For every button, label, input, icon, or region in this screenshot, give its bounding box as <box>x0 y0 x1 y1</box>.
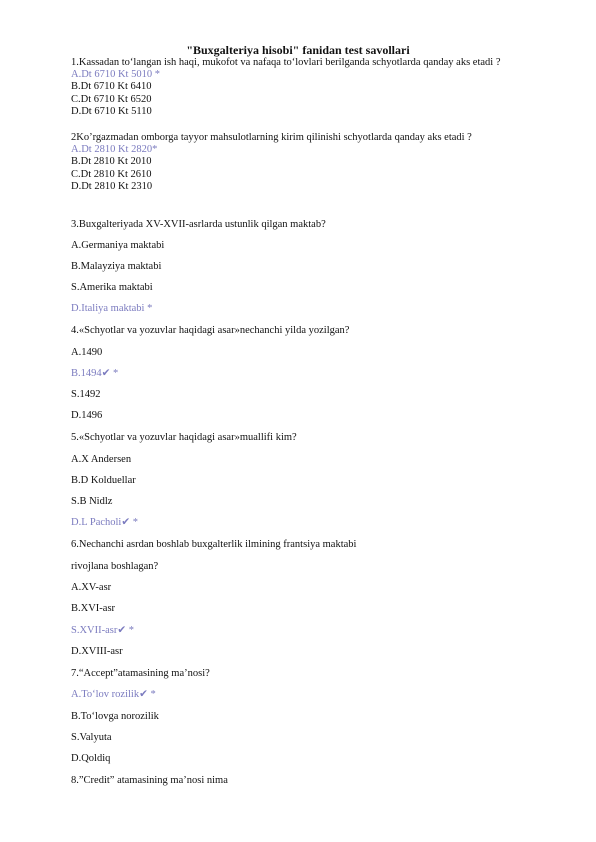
answer-option-correct: D.Italiya maktabi * <box>71 303 153 314</box>
question-2 <box>71 132 571 193</box>
answer-option: S.Amerika maktabi <box>71 282 153 293</box>
question-3-text: 3.Buxgalteriyada XV-XVII-asrlarda ustunlik qilgan maktab? <box>71 219 326 230</box>
answer-option-correct: A.Dt 6710 Kt 5010 * <box>71 69 160 81</box>
question-4-text: 4.«Schyotlar va yozuvlar haqidagi asar»nechanchi yilda yozilgan? <box>71 325 350 336</box>
answer-option: B.Malayziya maktabi <box>71 261 162 272</box>
document-title: "Buxgalteriya hisobi" fanidan test savollari <box>186 43 410 57</box>
question-6-text-line-2: rivojlana boshlagan? <box>71 561 159 572</box>
answer-option: A.Germaniya maktabi <box>71 240 165 251</box>
answer-option: C.Dt 6710 Kt 6520 <box>71 93 152 105</box>
answer-option: D.XVIII-asr <box>71 646 123 657</box>
question-text: 1.Kassadan to‘langan ish haqi, mukofot va nafaqa to‘lovlari berilganda schyotlarda qanday aks etadi ? <box>71 57 501 68</box>
answer-option: B.D Kolduellar <box>71 475 136 486</box>
question-1 <box>71 57 571 118</box>
answer-option: D.Dt 2810 Kt 2310 <box>71 180 153 192</box>
answer-option: A.XV-asr <box>71 582 112 593</box>
answer-option: C.Dt 2810 Kt 2610 <box>71 168 152 180</box>
question-text: 2Ko’rgazmadan omborga tayyor mahsulotlarning kirim qilinishi schyotlarda qanday aks etadi ? <box>71 132 472 143</box>
answer-option: A.1490 <box>71 347 103 358</box>
answer-option-correct: A.Dt 2810 Kt 2820* <box>71 144 158 156</box>
answer-option: B.To‘lovga norozilik <box>71 711 159 722</box>
answer-option: S.1492 <box>71 389 101 400</box>
answer-option: B.XVI-asr <box>71 603 116 614</box>
answer-option: D.Qoldiq <box>71 753 111 764</box>
answer-option-correct: B.1494✔ * <box>71 368 119 379</box>
answer-option: B.Dt 6710 Kt 6410 <box>71 81 152 93</box>
answer-option-correct: A.To‘lov rozilik✔ * <box>71 689 156 700</box>
question-7-text: 7.“Accept”atamasining ma’nosi? <box>71 668 210 679</box>
question-5-text: 5.«Schyotlar va yozuvlar haqidagi asar»muallifi kim? <box>71 432 297 443</box>
answer-option: D.1496 <box>71 410 103 421</box>
answer-option: S.Valyuta <box>71 732 112 743</box>
answer-option: B.Dt 2810 Kt 2010 <box>71 156 152 168</box>
answer-option: S.B Nidlz <box>71 496 113 507</box>
question-6-text-line-1: 6.Nechanchi asrdan boshlab buxgalterlik ilmining frantsiya maktabi <box>71 539 357 550</box>
answer-option-correct: S.XVII-asr✔ * <box>71 625 135 636</box>
answer-option: A.X Andersen <box>71 454 132 465</box>
answer-option: D.Dt 6710 Kt 5110 <box>71 105 152 117</box>
answer-option-correct: D.L Pacholi✔ * <box>71 517 139 528</box>
question-8-text: 8.”Credit” atamasining ma’nosi nima <box>71 775 228 786</box>
